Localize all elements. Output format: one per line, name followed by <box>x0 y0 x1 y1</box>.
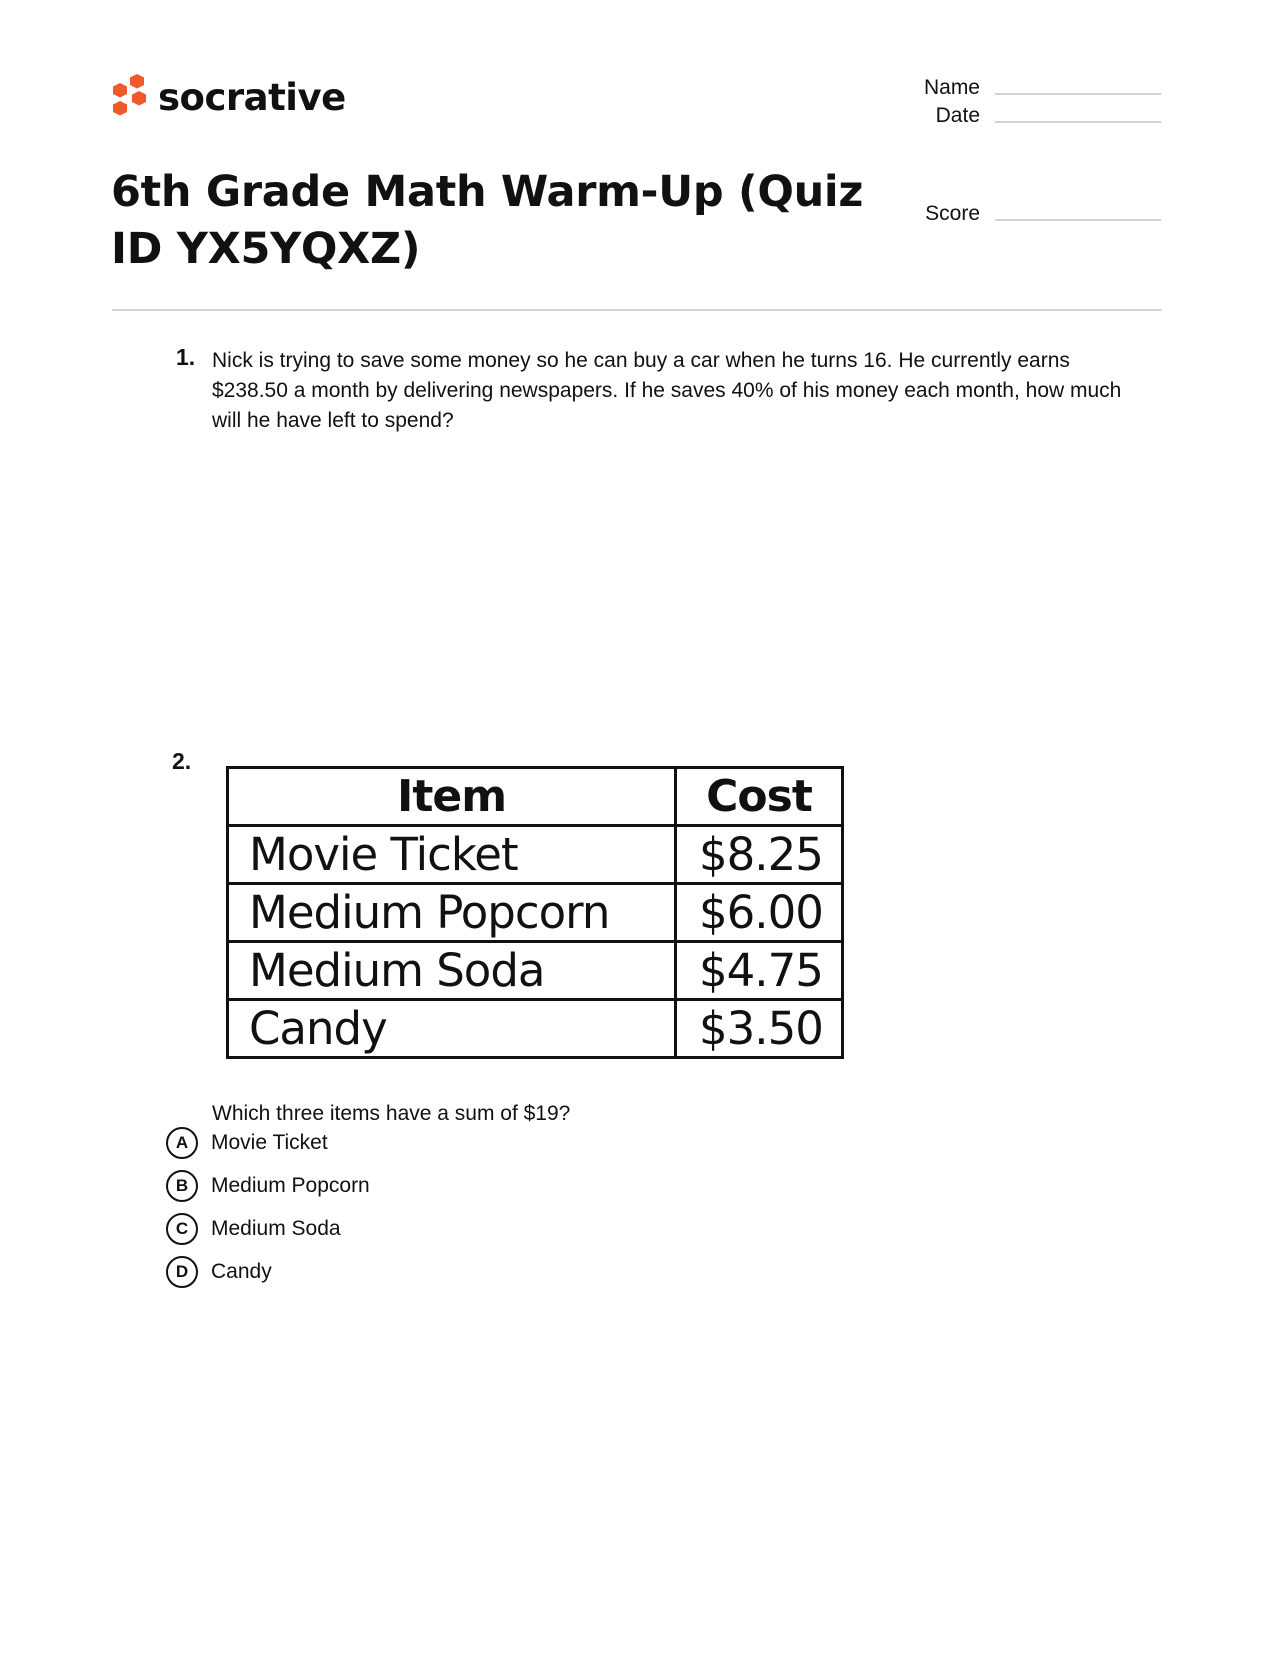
name-label: Name <box>923 76 980 99</box>
name-field[interactable] <box>880 76 1161 100</box>
brand-name: socrative <box>158 75 346 119</box>
cost-cell: $4.75 <box>676 942 843 1000</box>
table-row <box>228 826 843 884</box>
question-2-text: Which three items have a sum of $19? <box>212 1102 571 1125</box>
choice-d-circle-icon[interactable]: D <box>166 1256 198 1288</box>
choice-c[interactable] <box>166 1213 341 1245</box>
score-field[interactable] <box>880 202 1161 226</box>
date-input-line[interactable] <box>995 121 1161 123</box>
choice-b-circle-icon[interactable]: B <box>166 1170 198 1202</box>
choice-d[interactable] <box>166 1256 272 1288</box>
name-input-line[interactable] <box>995 93 1161 95</box>
table-header-item: Item <box>228 768 676 826</box>
socrative-logo <box>110 72 346 122</box>
choice-a-circle-icon[interactable]: A <box>166 1127 198 1159</box>
choice-b-label: Medium Popcorn <box>211 1174 370 1197</box>
cost-cell: $6.00 <box>676 884 843 942</box>
item-cell: Medium Soda <box>228 942 676 1000</box>
date-field[interactable] <box>880 104 1161 128</box>
score-label: Score <box>925 202 980 225</box>
choice-d-label: Candy <box>211 1260 272 1283</box>
table-row <box>228 942 843 1000</box>
table-row <box>228 884 843 942</box>
item-cell: Movie Ticket <box>228 826 676 884</box>
choice-b[interactable] <box>166 1170 370 1202</box>
date-label: Date <box>935 104 980 127</box>
table-header-cost: Cost <box>676 768 843 826</box>
hexagon-cluster-icon <box>110 72 150 122</box>
item-cell: Medium Popcorn <box>228 884 676 942</box>
question-1-number: 1. <box>176 344 196 370</box>
cost-cell: $3.50 <box>676 1000 843 1058</box>
table-header-row <box>228 768 843 826</box>
choice-a-label: Movie Ticket <box>211 1131 328 1154</box>
table-row <box>228 1000 843 1058</box>
header-divider <box>112 309 1162 311</box>
cost-cell: $8.25 <box>676 826 843 884</box>
price-table <box>226 766 844 1059</box>
choice-c-circle-icon[interactable]: C <box>166 1213 198 1245</box>
choice-c-label: Medium Soda <box>211 1217 341 1240</box>
question-1-text: Nick is trying to save some money so he can buy a car when he turns 16. He currently earns $238.50 a month by delivering newspapers. If he saves 40% of his money each month, how much will he have left to spend? <box>212 349 1122 432</box>
question-2-number: 2. <box>172 748 192 774</box>
item-cell: Candy <box>228 1000 676 1058</box>
page-title: 6th Grade Math Warm-Up (Quiz ID YX5YQXZ) <box>111 167 864 274</box>
score-input-line[interactable] <box>995 219 1161 221</box>
choice-a[interactable] <box>166 1127 328 1159</box>
